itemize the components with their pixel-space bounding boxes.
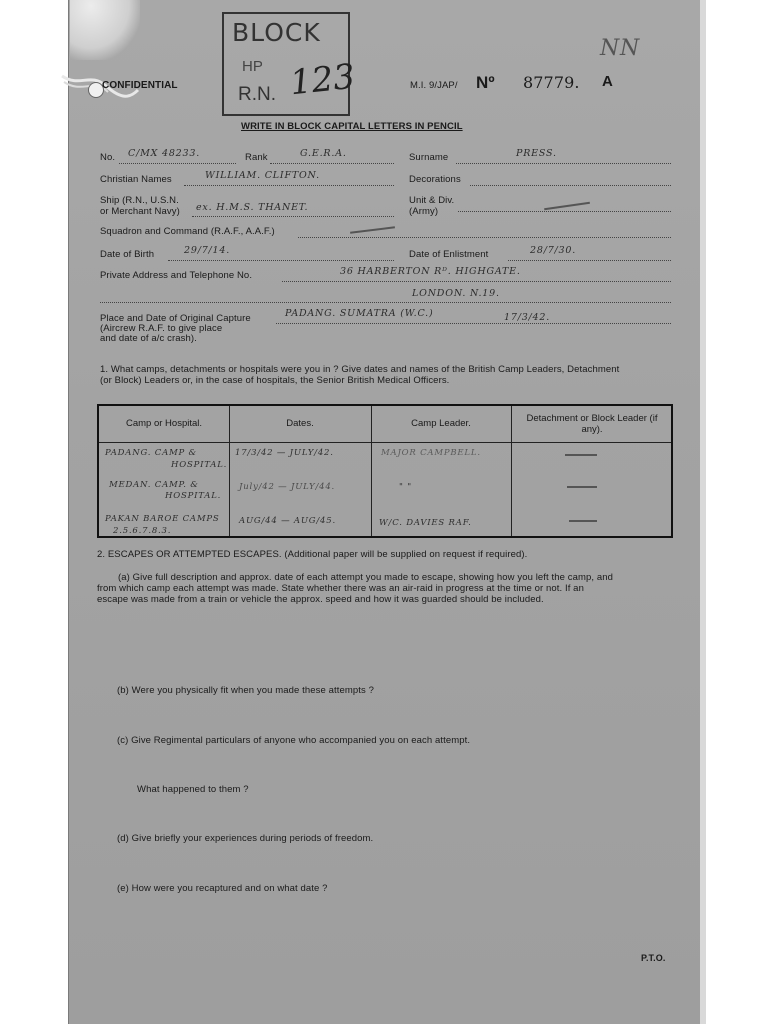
unit-underline	[458, 211, 671, 212]
christian-names-underline	[184, 185, 394, 186]
table-header-divider	[99, 442, 671, 443]
table-divider	[511, 406, 512, 536]
enlistment-label: Date of Enlistment	[409, 249, 489, 260]
row-detachment-dash	[567, 486, 597, 488]
number-sign: Nº	[476, 73, 495, 92]
unit-label-1: Unit & Div.	[409, 195, 455, 206]
dob-value: 29/7/14.	[184, 245, 231, 256]
row-camp-line-1: PAKAN BAROE CAMPS	[105, 514, 220, 524]
q2b: (b) Were you physically fit when you made these attempts ?	[117, 685, 374, 696]
dob-label: Date of Birth	[100, 249, 155, 260]
serial-number: 87779.	[523, 73, 580, 92]
ref-prefix: M.I. 9/JAP/	[410, 80, 458, 91]
surname-label: Surname	[409, 152, 449, 163]
q2a-line-2: from which camp each attempt was made. State whether there was an air-raid in progress at the time or not. If an	[97, 583, 584, 594]
stamp-block-text: BLOCK	[232, 18, 321, 47]
q2c: (c) Give Regimental particulars of anyone who accompanied you on each attempt.	[117, 735, 471, 746]
scan-background-right	[706, 0, 772, 1024]
form-instruction: WRITE IN BLOCK CAPITAL LETTERS IN PENCIL	[241, 121, 463, 132]
capture-place: PADANG. SUMATRA (W.C.)	[285, 308, 434, 319]
christian-names-value: WILLIAM. CLIFTON.	[205, 170, 320, 181]
address-underline-1	[282, 281, 671, 282]
row-camp-line-1: MEDAN. CAMP. &	[109, 480, 199, 490]
pto-label: P.T.O.	[641, 953, 666, 963]
capture-label-2: (Aircrew R.A.F. to give place	[100, 323, 223, 334]
corner-initials: NN	[600, 36, 641, 61]
capture-date: 17/3/42.	[504, 312, 551, 323]
row-dates: July/42 — JULY/44.	[239, 482, 336, 492]
table-header-dates: Dates.	[286, 418, 314, 429]
q2a-line-1: (a) Give full description and approx. date of each attempt you made to escape, showing how you left the camp, and	[118, 572, 614, 583]
surname-value: PRESS.	[516, 148, 557, 159]
stamp-block-number: 123	[288, 56, 357, 104]
rank-underline	[270, 163, 394, 164]
address-line-1: 36 HARBERTON Rᴰ. HIGHGATE.	[340, 266, 521, 277]
enlistment-underline	[508, 260, 671, 261]
capture-underline	[276, 323, 671, 324]
scan-background-left	[0, 0, 76, 1024]
table-header-detachment-leader: Detachment or Block Leader (if any).	[526, 413, 658, 435]
row-camp-leader: " "	[399, 482, 412, 492]
decorations-label: Decorations	[409, 174, 461, 185]
dob-underline	[168, 260, 394, 261]
row-camp-leader: W/C. DAVIES RAF.	[379, 518, 472, 528]
rank-value: G.E.R.A.	[300, 148, 347, 159]
no-underline	[119, 163, 236, 164]
row-camp-line-2: HOSPITAL.	[165, 491, 222, 501]
row-dates: AUG/44 — AUG/45.	[239, 516, 336, 526]
series-letter: A	[602, 73, 613, 90]
surname-underline	[456, 163, 671, 164]
ship-label-1: Ship (R.N., U.S.N.	[100, 195, 179, 206]
no-label: No.	[100, 152, 116, 163]
row-camp-line-1: PADANG. CAMP &	[105, 448, 197, 458]
christian-names-label: Christian Names	[100, 174, 172, 185]
q2c-followup: What happened to them ?	[137, 784, 249, 795]
address-label: Private Address and Telephone No.	[100, 270, 253, 281]
q2a-line-3: escape was made from a train or vehicle the approx. speed and how it was guarded should be included.	[97, 594, 544, 605]
ship-value: ex. H.M.S. THANET.	[196, 202, 309, 213]
capture-label-1: Place and Date of Original Capture	[100, 313, 251, 324]
row-camp-line-2: HOSPITAL.	[171, 460, 228, 470]
enlistment-value: 28/7/30.	[530, 245, 577, 256]
row-detachment-dash	[569, 520, 597, 522]
no-value: C/MX 48233.	[128, 148, 201, 159]
q2-title: 2. ESCAPES OR ATTEMPTED ESCAPES. (Additional paper will be supplied on request if required).	[97, 549, 528, 560]
confidential-label: CONFIDENTIAL	[102, 80, 178, 91]
ship-underline	[192, 216, 394, 217]
torn-corner	[70, 0, 140, 60]
row-camp-line-2: 2.5.6.7.8.3.	[113, 526, 172, 536]
q1-line-2: (or Block) Leaders or, in the case of hospitals, the Senior British Medical Officers.	[100, 375, 450, 386]
q1-line-1: 1. What camps, detachments or hospitals were you in ? Give dates and names of the British Camp Leaders, Detachment	[100, 364, 620, 375]
row-camp-leader: MAJOR CAMPBELL.	[381, 448, 481, 458]
row-dates: 17/3/42 — JULY/42.	[235, 448, 334, 458]
decorations-underline	[470, 185, 671, 186]
unit-label-2: (Army)	[409, 206, 439, 217]
ship-label-2: or Merchant Navy)	[100, 206, 180, 217]
stamp-hp-text: HP	[242, 58, 263, 75]
row-detachment-dash	[565, 454, 597, 456]
table-header-camp: Camp or Hospital.	[125, 418, 203, 429]
address-underline-2	[100, 302, 671, 303]
rank-label: Rank	[245, 152, 268, 163]
q2d: (d) Give briefly your experiences during periods of freedom.	[117, 833, 374, 844]
address-line-2: LONDON. N.19.	[412, 288, 500, 299]
camps-table	[97, 404, 673, 538]
squadron-underline	[298, 237, 671, 238]
squadron-label: Squadron and Command (R.A.F., A.A.F.)	[100, 226, 275, 237]
stamp-rn-text: R.N.	[238, 84, 276, 105]
capture-label-3: and date of a/c crash).	[100, 333, 197, 344]
q2e: (e) How were you recaptured and on what date ?	[117, 883, 328, 894]
block-stamp	[222, 12, 357, 116]
table-header-camp-leader: Camp Leader.	[411, 418, 471, 429]
